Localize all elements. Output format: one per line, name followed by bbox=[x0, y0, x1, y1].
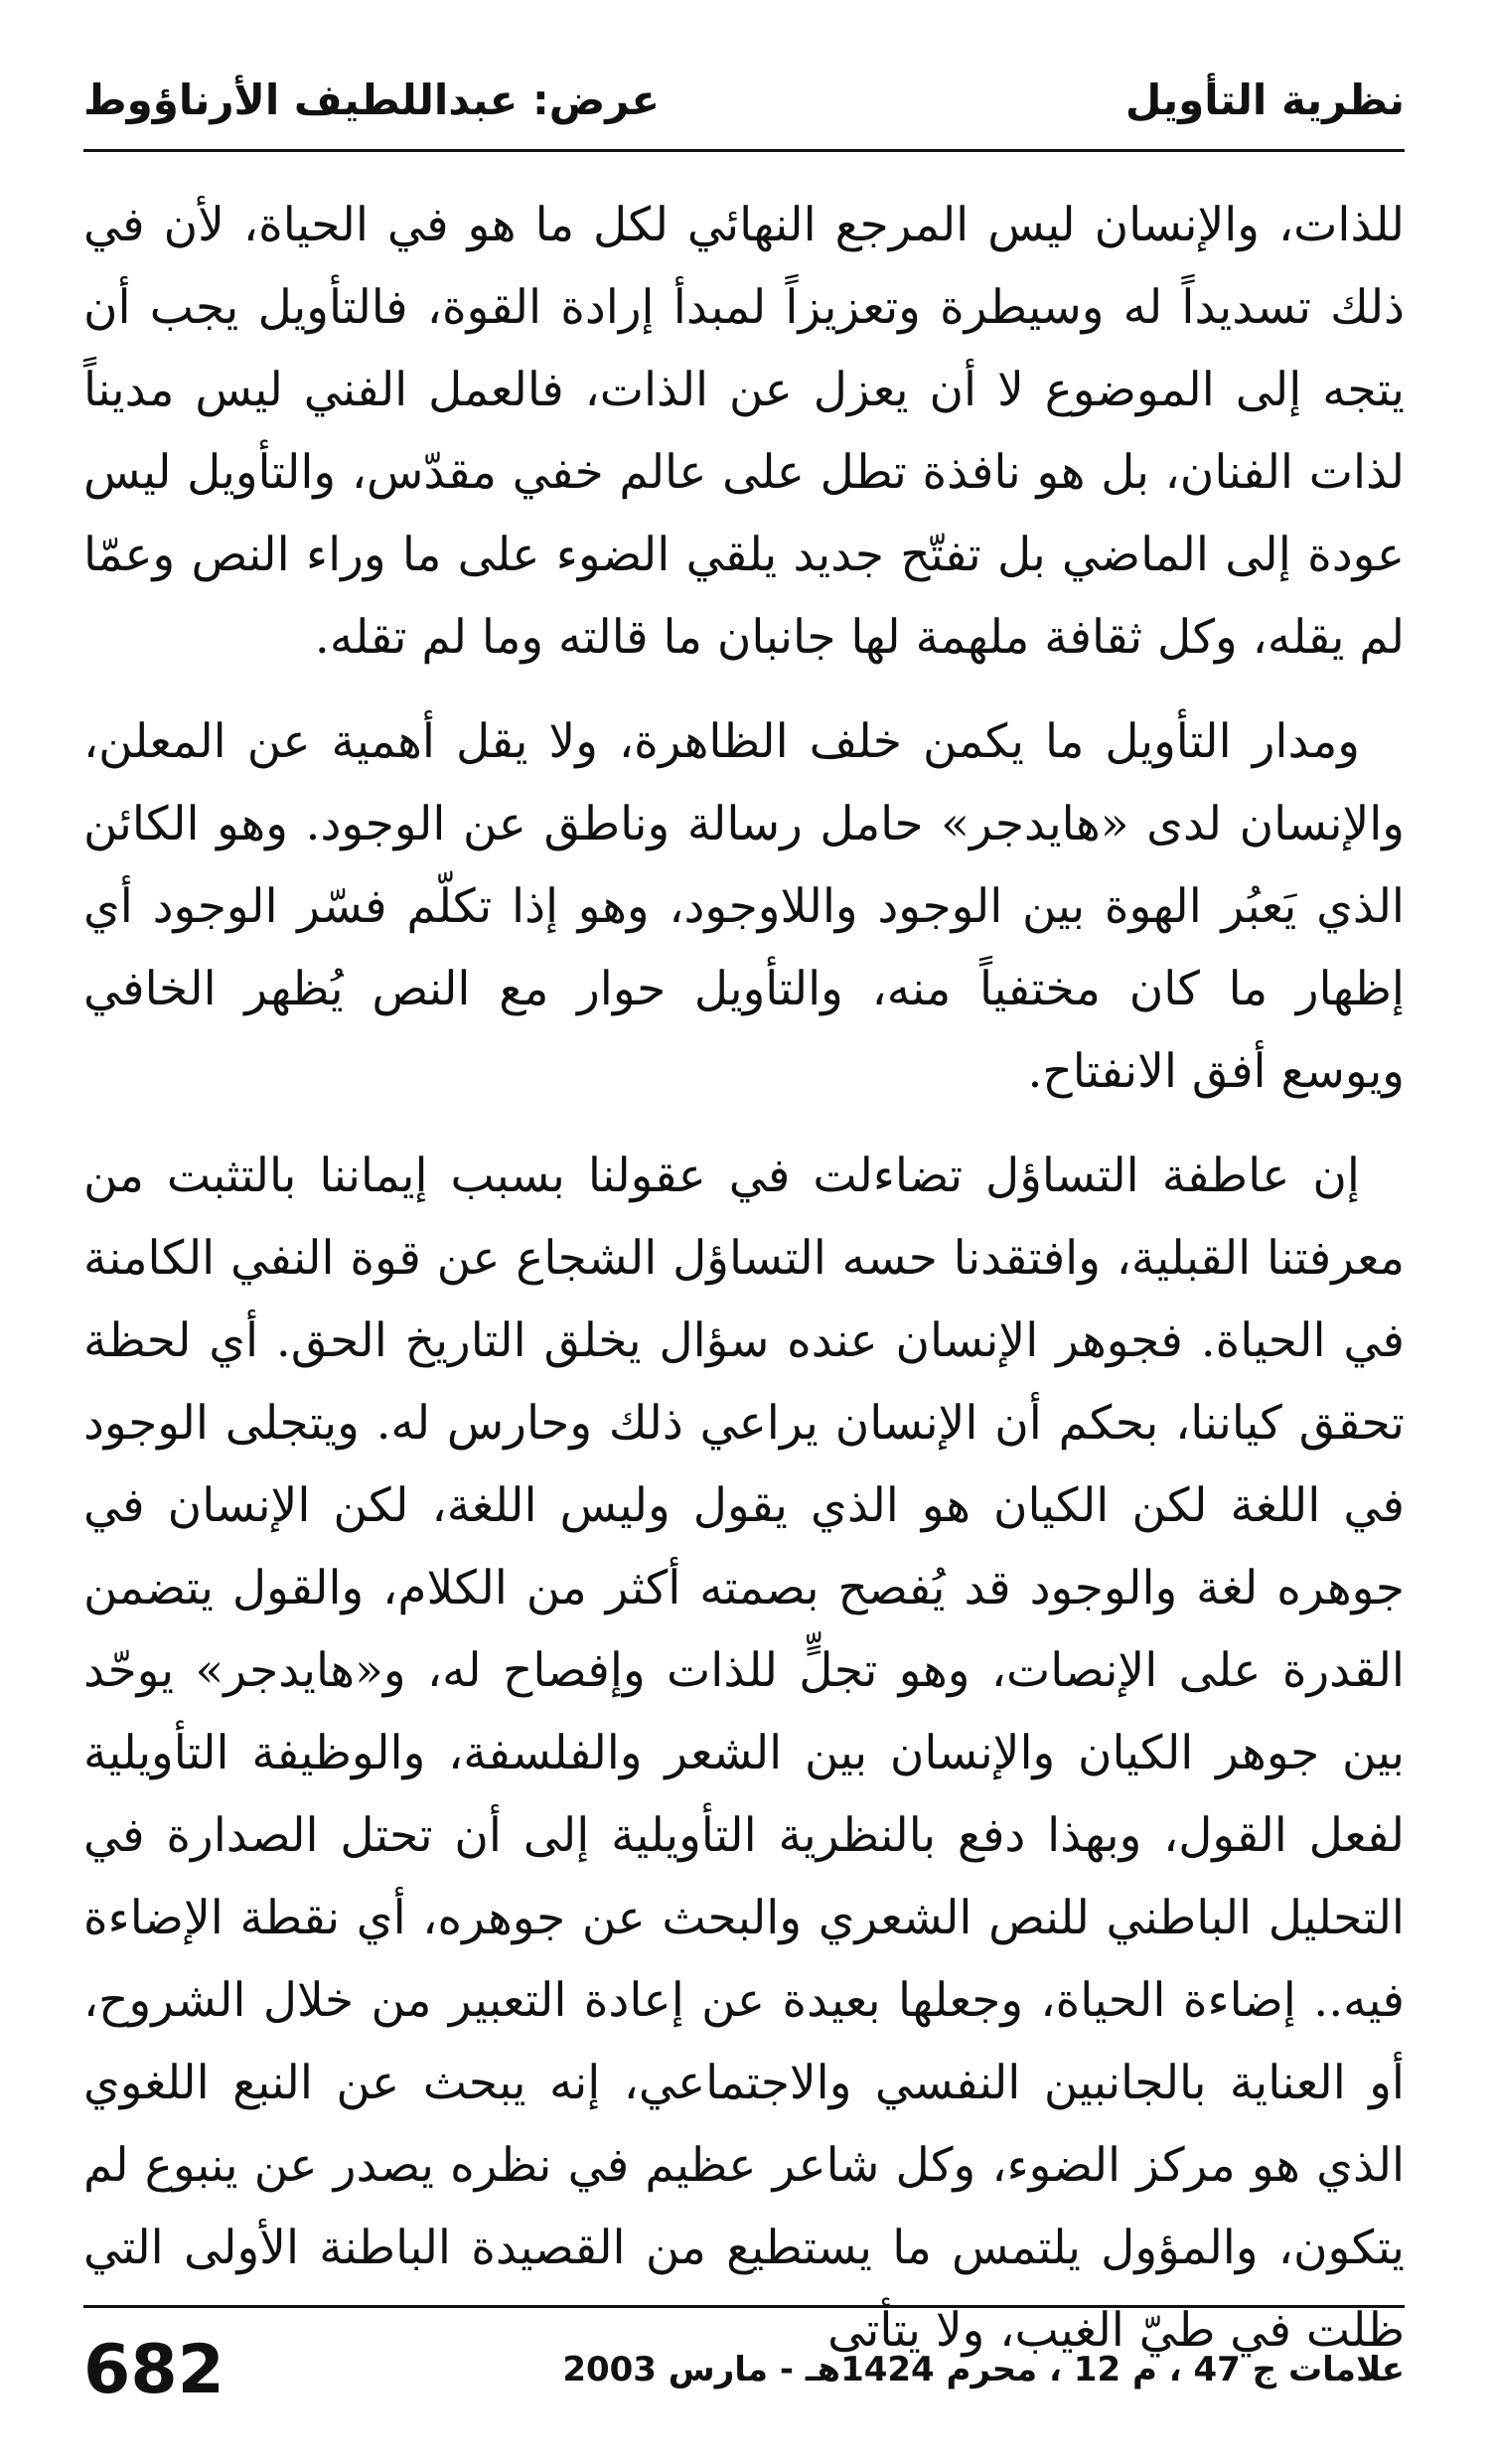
article-body bbox=[83, 184, 1405, 2393]
header-divider bbox=[83, 149, 1405, 152]
paragraph-1: للذات، والإنسان ليس المرجع النهائي لكل ما هو في الحياة، لأن في ذلك تسديداً له وسيطرة وتعزيزاً لمبدأ إرادة القوة، فالتأويل يجب أن يتجه إلى الموضوع لا أن يعزل عن الذات، فالعمل الفني ليس مديناً لذات الفنان، بل هو نافذة تطل على عالم خفي مقدّس، والتأويل ليس عودة إلى الماضي بل تفتّح جديد يلقي الضوء على ما وراء النص وعمّا لم يقله، وكل ثقافة ملهمة لها جانبان ما قالته وما لم تقله. bbox=[83, 198, 1405, 665]
journal-info: علامات ج 47 ، م 12 ، محرم 1424هـ - مارس 2003 bbox=[562, 2350, 1405, 2389]
paragraph-2: ومدار التأويل ما يكمن خلف الظاهرة، ولا يقل أهمية عن المعلن، والإنسان لدى «هايدجر» حامل رسالة وناطق عن الوجود. وهو الكائن الذي يَعبُر الهوة بين الوجود واللاوجود، وهو إذا تكلّم فسّر الوجود أي إظهار ما كان مختفياً منه، والتأويل حوار مع النص يُظهر الخافي ويوسع أفق الانفتاح. bbox=[83, 714, 1405, 1099]
document-page bbox=[83, 0, 1405, 2464]
running-header bbox=[83, 60, 1405, 139]
running-footer bbox=[83, 2325, 1405, 2414]
article-title: نظرية التأويل bbox=[1124, 75, 1405, 124]
article-author: عرض: عبداللطيف الأرناؤوط bbox=[83, 75, 661, 124]
paragraph-3: إن عاطفة التساؤل تضاءلت في عقولنا بسبب إيماننا بالتثبت من معرفتنا القبلية، وافتقدنا حسه التساؤل الشجاع عن قوة النفي الكامنة في الحياة. فجوهر الإنسان عنده سؤال يخلق التاريخ الحق. أي لحظة تحقق كياننا، بحكم أن الإنسان يراعي ذلك وحارس له. ويتجلى الوجود في اللغة لكن الكيان هو الذي يقول وليس اللغة، لكن الإنسان في جوهره لغة والوجود قد يُفصح بصمته أكثر من الكلام، والقول يتضمن القدرة على الإنصات، وهو تجلٍّ للذات وإفصاح له، و«هايدجر» يوحّد بين جوهر الكيان والإنسان بين الشعر والفلسفة، والوظيفة التأويلية لفعل القول، وبهذا دفع بالنظرية التأويلية إلى أن تحتل الصدارة في التحليل الباطني للنص الشعري والبحث عن جوهره، أي نقطة الإضاءة فيه.. إضاءة الحياة، وجعلها بعيدة عن إعادة التعبير من خلال الشروح، أو العناية بالجانبين النفسي والاجتماعي، إنه يبحث عن النبع اللغوي الذي هو مركز الضوء، وكل شاعر عظيم في نظره يصدر عن ينبوع لم يتكون، والمؤول يلتمس ما يستطيع من القصيدة الباطنة الأولى التي ظلت في طيّ الغيب، ولا يتأتى bbox=[83, 1149, 1405, 2358]
page-number: 682 bbox=[83, 2330, 224, 2409]
footer-divider bbox=[83, 2305, 1405, 2308]
